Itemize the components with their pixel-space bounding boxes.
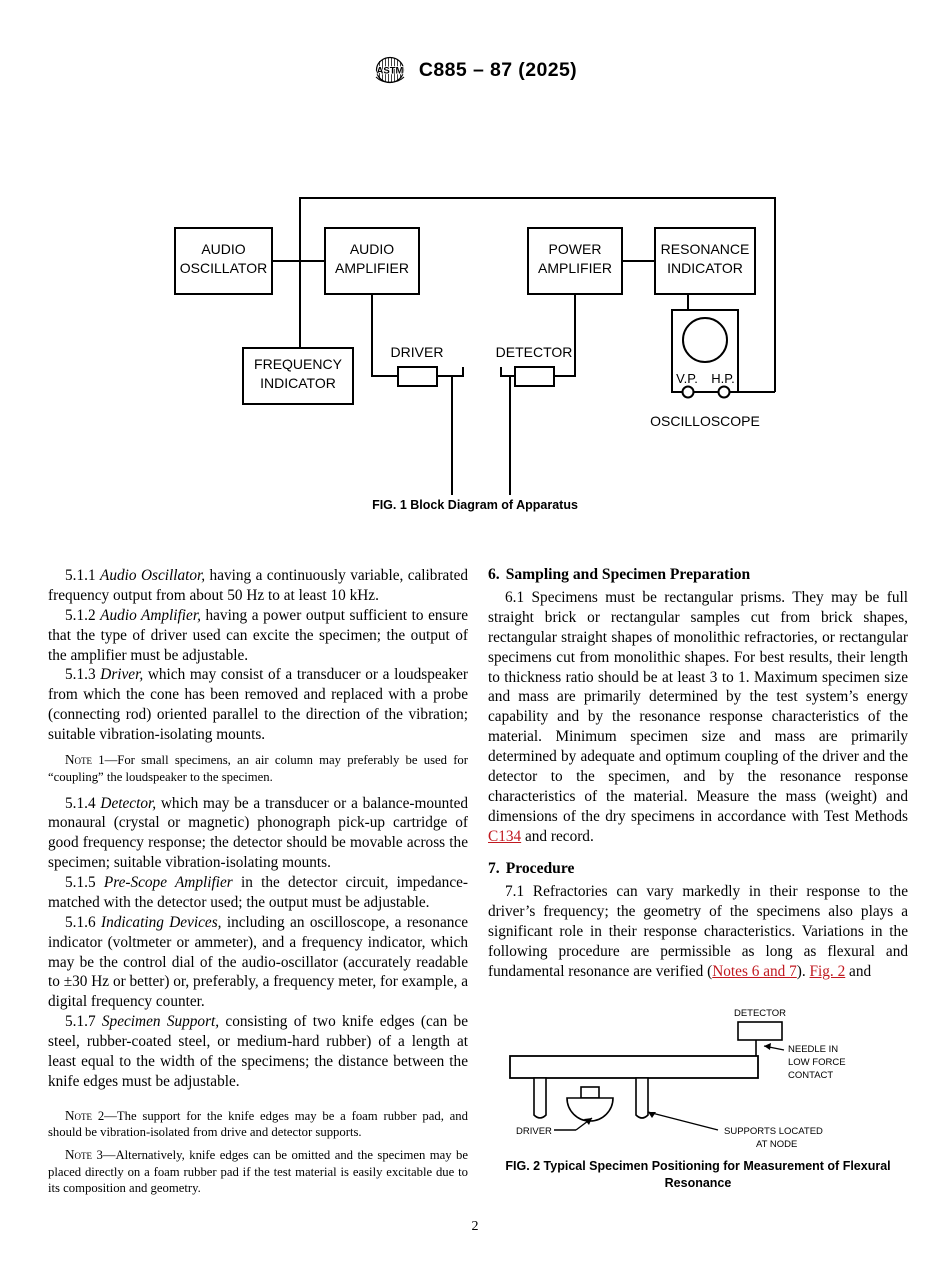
- page-header: [0, 50, 950, 90]
- section-6-number: 6.: [488, 566, 500, 583]
- block-power-amplifier-label-2: AMPLIFIER: [538, 260, 612, 276]
- paragraph-5-1-5-runin: Pre-Scope Amplifier: [103, 874, 233, 891]
- figure2-supports-callout: [648, 1112, 823, 1150]
- figure-1-block-diagram: [0, 95, 950, 495]
- paragraph-6-1-text-after: and record.: [521, 827, 594, 845]
- driver-label: DRIVER: [390, 344, 444, 360]
- paragraph-5-1-1-text: having a continuously variable, calibrated frequency output from about 50 Hz to at least 10 kHz.: [48, 567, 469, 604]
- oscilloscope-screen-icon: [683, 318, 727, 362]
- note-3-label: Note: [65, 1147, 93, 1163]
- paragraph-5-1-4: [48, 794, 468, 874]
- astm-logo-icon: [373, 56, 407, 84]
- note-2: [48, 1108, 468, 1141]
- figure2-driver-callout: [516, 1118, 592, 1137]
- paragraph-5-1-6-text: including an oscilloscope, a resonance indicator (voltmeter or ammeter), and a frequency indicator, which may be the control dial of the audio-oscillator (accurately readable to ±30 Hz or better) or, preferably, a frequency meter, for example, a digital frequency counter.: [48, 913, 468, 1011]
- paragraph-7-1-text-before: Refractories can vary markedly in their response to the driver’s frequency; the geometry of the specimens also plays a significant role in their response characteristics. Variations in the following procedure are permissible as long as flexural and fundamental resonance are verified (: [488, 883, 908, 980]
- paragraph-5-1-6-number: 5.1.6: [65, 913, 96, 931]
- figure2-detector-label: DETECTOR: [733, 1008, 787, 1019]
- detector-element: [515, 367, 554, 386]
- paragraph-7-1: [488, 882, 908, 981]
- paragraph-5-1-3-number: 5.1.3: [65, 666, 96, 684]
- paragraph-5-1-5-text: in the detector circuit, impedance-matched with the detector used; the output must be adjustable.: [48, 874, 469, 911]
- block-frequency-indicator-label-2: INDICATOR: [260, 375, 336, 391]
- figure2-needle-callout: [764, 1043, 846, 1081]
- document-designation: C885 – 87 (2025): [418, 58, 578, 81]
- figure-2-specimen-positioning: [488, 1000, 908, 1150]
- paragraph-7-1-text-mid: ).: [796, 962, 810, 980]
- note-1: [48, 752, 468, 785]
- paragraph-5-1-2-runin: Audio Amplifier,: [100, 606, 201, 624]
- oscilloscope-label: OSCILLOSCOPE: [650, 413, 760, 429]
- paragraph-5-1-6: [48, 913, 468, 1012]
- paragraph-5-1-7-text: consisting of two knife edges (can be steel, rubber-coated steel, or medium-hard rubber) of a length at least equal to the width of the specimens; the distance between the knife edges must be adjustable.: [48, 1013, 468, 1090]
- oscilloscope-vp-terminal-icon: [683, 387, 694, 398]
- paragraph-6-1: [488, 588, 908, 846]
- figure2-support-left: [534, 1078, 546, 1118]
- detector-label: DETECTOR: [495, 344, 573, 360]
- figure2-needle-label-1: NEEDLE IN: [788, 1044, 839, 1055]
- paragraph-5-1-7-number: 5.1.7: [65, 1013, 96, 1031]
- paragraph-5-1-1-number: 5.1.1: [65, 567, 96, 584]
- note-3: [48, 1147, 468, 1196]
- block-audio-oscillator-label-2: OSCILLATOR: [179, 260, 268, 276]
- figure2-detector-box: [738, 1022, 782, 1040]
- paragraph-5-1-4-runin: Detector,: [100, 794, 157, 812]
- block-resonance-indicator-label-1: RESONANCE: [660, 241, 750, 257]
- link-notes-6-and-7[interactable]: Notes 6 and 7: [712, 962, 797, 980]
- paragraph-5-1-4-text: which may be a transducer or a balance-mounted monaural (crystal or magnetic) phonograph pick-up cartridge of good frequency response; the detector should be movable across the specimen; suitable vibration-isolating mounts.: [48, 794, 469, 872]
- paragraph-5-1-3-text: which may consist of a transducer or a loudspeaker from which the cone has been removed and replaced with a probe (connecting rod) oriented parallel to the direction of the vibration; suitable vibration-isolating mounts.: [48, 666, 469, 743]
- paragraph-5-1-5: [48, 873, 468, 913]
- section-7-title: Procedure: [505, 860, 575, 878]
- paragraph-7-1-number: 7.1: [505, 883, 525, 901]
- section-7-heading: [488, 860, 908, 878]
- paragraph-5-1-5-number: 5.1.5: [65, 874, 96, 891]
- paragraph-5-1-2-text: having a power output sufficient to ensure that the type of driver used can excite the specimen; the output of the amplifier must be adjustable.: [48, 606, 468, 664]
- paragraph-5-1-1: [48, 566, 468, 606]
- figure2-driver-label: DRIVER: [516, 1126, 552, 1137]
- block-audio-amplifier-label-1: AUDIO: [349, 241, 395, 257]
- paragraph-6-1-text-before: Specimens must be rectangular prisms. They may be full straight brick or rectangular samples cut from brick shapes, rectangular straight shapes of monolithic refractories, or rectangular specimens cut from monolithic shapes. For best results, their length to thickness ratio should be at least 3 to 1. Maximum specimen size and mass are primarily determined by the test system’s energy capability and by the resonance response characteristics of the material. Minimum specimen size and mass are primarily determined by adequate and optimum coupling of the driver and the detector to the specimen, and by the resonance response characteristics of the material. Measure the mass (weight) and dimensions of the dry specimens in accordance with Test Methods: [488, 589, 908, 825]
- paragraph-5-1-7-runin: Specimen Support,: [101, 1013, 220, 1031]
- figure-2-caption: [484, 1158, 912, 1192]
- figure2-needle-label-2: LOW FORCE: [788, 1057, 846, 1068]
- oscilloscope-hp-label: H.P.: [711, 371, 735, 386]
- note-1-label: Note: [65, 751, 93, 767]
- figure-2-caption-line-1: FIG. 2 Typical Specimen Positioning for Measurement of Flexural: [505, 1159, 891, 1173]
- paragraph-5-1-2: [48, 606, 468, 666]
- block-power-amplifier-label-1: POWER: [548, 241, 602, 257]
- note-1-text: 1—For small specimens, an air column may preferably be used for “coupling” the loudspeaker to the specimen.: [48, 752, 468, 784]
- paragraph-5-1-1-runin: Audio Oscillator,: [100, 567, 206, 584]
- block-frequency-indicator-label-1: FREQUENCY: [254, 356, 342, 372]
- section-7-number: 7.: [488, 860, 500, 878]
- paragraph-7-1-text-after: and: [845, 962, 872, 980]
- figure2-support-right: [636, 1078, 648, 1118]
- block-audio-amplifier-label-2: AMPLIFIER: [335, 260, 409, 276]
- figure2-specimen-beam: [510, 1056, 758, 1078]
- oscilloscope-vp-label: V.P.: [676, 371, 698, 386]
- right-column: [488, 566, 908, 982]
- page-number: 2: [471, 1219, 479, 1234]
- driver-element: [398, 367, 437, 386]
- block-audio-oscillator-label-1: AUDIO: [201, 241, 246, 257]
- left-column: [48, 566, 468, 1196]
- note-2-text: 2—The support for the knife edges may be a foam rubber pad, and should be vibration-isolated from drive and detector supports.: [48, 1108, 468, 1140]
- paragraph-5-1-6-runin: Indicating Devices,: [100, 913, 222, 931]
- note-2-label: Note: [65, 1107, 93, 1123]
- figure2-supports-label-1: SUPPORTS LOCATED: [724, 1126, 823, 1137]
- link-c134[interactable]: C134: [488, 827, 522, 845]
- svg-text:ASTM: ASTM: [376, 65, 404, 77]
- paragraph-5-1-2-number: 5.1.2: [65, 606, 96, 624]
- section-6-title: Sampling and Specimen Preparation: [505, 566, 751, 583]
- figure2-driver-shape: [567, 1087, 613, 1121]
- oscilloscope-hp-terminal-icon: [719, 387, 730, 398]
- figure-1-caption: FIG. 1 Block Diagram of Apparatus: [372, 498, 578, 512]
- paragraph-5-1-3-runin: Driver,: [100, 666, 144, 684]
- note-3-text: 3—Alternatively, knife edges can be omitted and the specimen may be placed directly on a foam rubber pad if the test material is easily excitable due to its composition and geometry.: [48, 1148, 468, 1195]
- figure-2-caption-line-2: Resonance: [664, 1175, 732, 1190]
- figure2-supports-label-2: AT NODE: [756, 1139, 798, 1150]
- section-6-heading: [488, 566, 908, 584]
- block-resonance-indicator-label-2: INDICATOR: [667, 260, 743, 276]
- paragraph-5-1-3: [48, 665, 468, 745]
- figure2-needle-label-3: CONTACT: [788, 1070, 834, 1081]
- paragraph-5-1-4-number: 5.1.4: [65, 794, 96, 812]
- paragraph-5-1-7: [48, 1012, 468, 1092]
- link-fig-2[interactable]: Fig. 2: [809, 962, 846, 980]
- paragraph-6-1-number: 6.1: [505, 589, 525, 606]
